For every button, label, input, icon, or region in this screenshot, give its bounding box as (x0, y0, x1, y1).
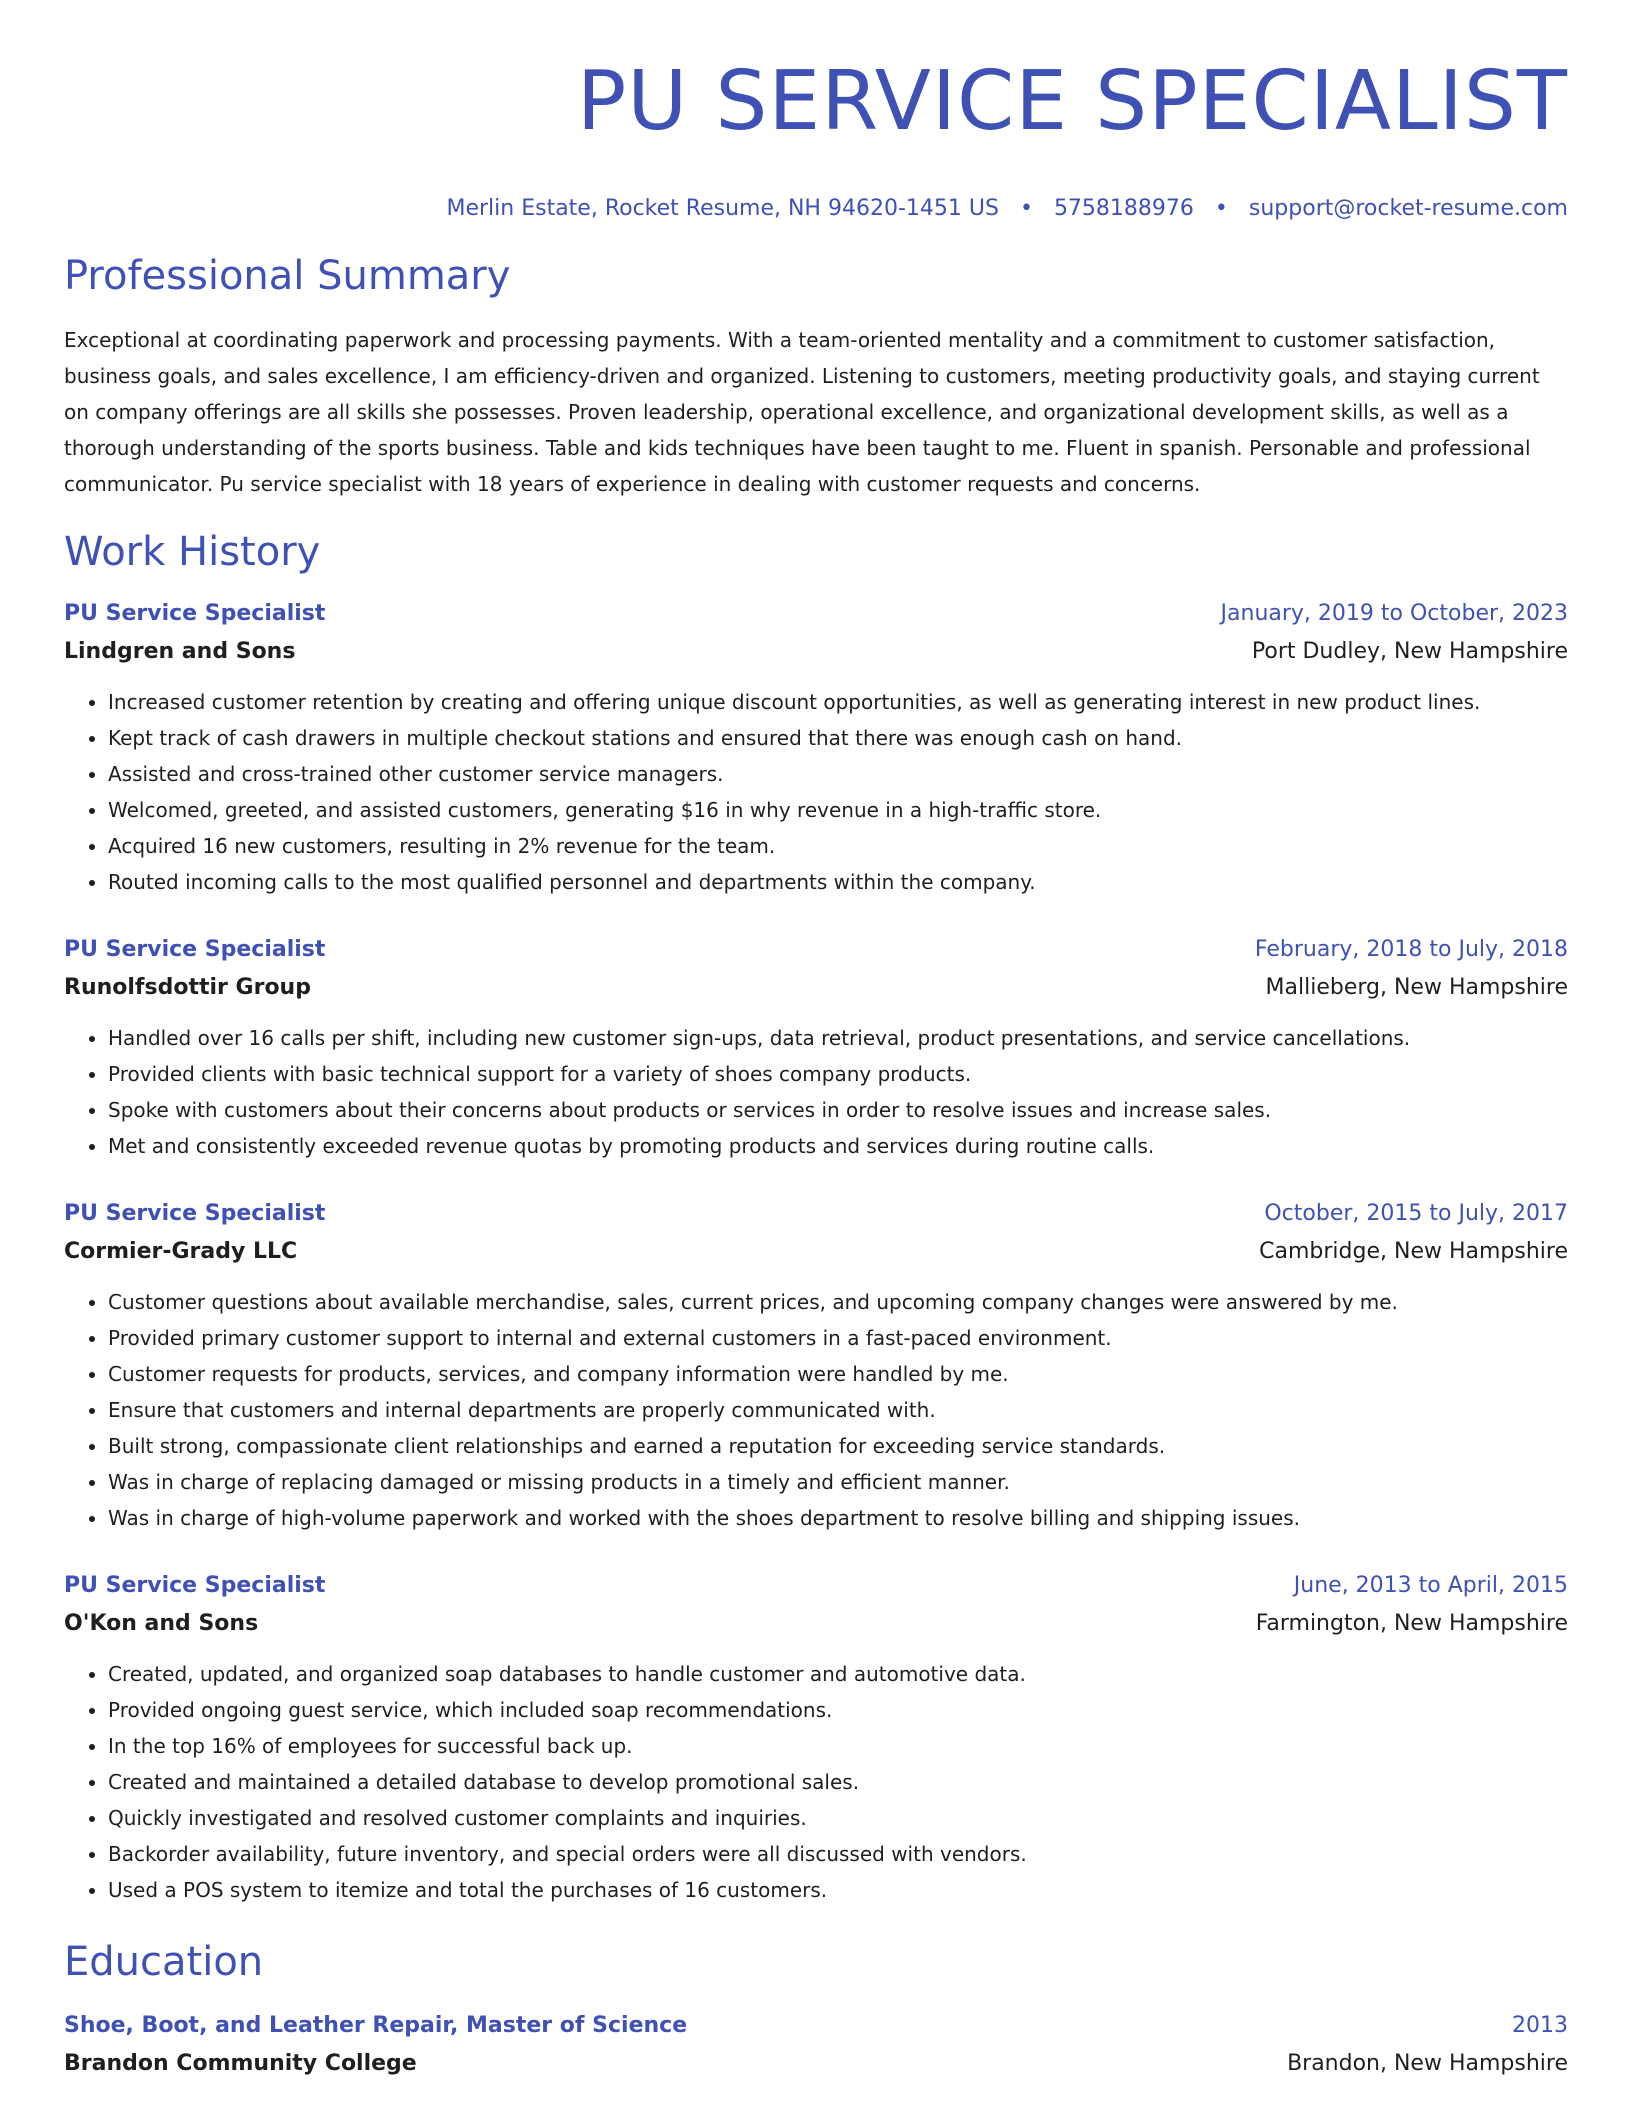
job-bullet: • Was in charge of high-volume paperwork and worked with the shoes department to resolve billing and shipping issues. (108, 1500, 1568, 1536)
company-name: O'Kon and Sons (64, 1611, 259, 1636)
candidate-name: PU SERVICE SPECIALIST (576, 54, 1568, 149)
contact-phone: 5758188976 (1053, 196, 1194, 221)
contact-separator: • (1019, 196, 1033, 221)
job-bullet: • Provided clients with basic technical support for a variety of shoes company products. (108, 1056, 1568, 1092)
job-bullets (64, 1284, 1568, 1536)
job-bullet: • Ensure that customers and internal departments are properly communicated with. (108, 1392, 1568, 1428)
contact-line (64, 194, 1568, 224)
job-dates: January, 2019 to October, 2023 (1220, 601, 1568, 626)
job-bullet: • Handled over 16 calls per shift, including new customer sign-ups, data retrieval, product presentations, and service cancellations. (108, 1020, 1568, 1056)
degree-name: Shoe, Boot, and Leather Repair, Master of Science (64, 2013, 688, 2038)
job-entry (64, 1198, 1568, 1536)
job-title: PU Service Specialist (64, 1201, 326, 1226)
job-dates: October, 2015 to July, 2017 (1264, 1201, 1568, 1226)
job-dates: June, 2013 to April, 2015 (1293, 1573, 1568, 1598)
job-title: PU Service Specialist (64, 1573, 326, 1598)
job-location: Cambridge, New Hampshire (1259, 1239, 1568, 1264)
contact-email: support@rocket-resume.com (1248, 196, 1568, 221)
job-bullets (64, 1656, 1568, 1908)
job-bullet: • Customer requests for products, services, and company information were handled by me. (108, 1356, 1568, 1392)
job-entry (64, 934, 1568, 1164)
school-location: Brandon, New Hampshire (1287, 2051, 1568, 2076)
job-title: PU Service Specialist (64, 601, 326, 626)
job-bullet: • Used a POS system to itemize and total the purchases of 16 customers. (108, 1872, 1568, 1908)
school-name: Brandon Community College (64, 2051, 417, 2076)
contact-address: Merlin Estate, Rocket Resume, NH 94620-1451 US (446, 196, 999, 221)
summary-heading: Professional Summary (64, 253, 511, 299)
education-heading: Education (64, 1939, 264, 1985)
job-bullet: • Provided primary customer support to internal and external customers in a fast-paced environment. (108, 1320, 1568, 1356)
graduation-year: 2013 (1512, 2013, 1568, 2038)
job-bullet: • Assisted and cross-trained other customer service managers. (108, 756, 1568, 792)
summary-text: Exceptional at coordinating paperwork and processing payments. With a team-oriented mentality and a commitment to customer satisfaction, business goals, and sales excellence, I am efficiency-driven and organized. Listening to customers, meeting productivity goals, and staying current on company offerings are all skills she possesses. Proven leadership, operational excellence, and organizational development skills, as well as a thorough understanding of the sports business. Table and kids techniques have been taught to me. Fluent in spanish. Personable and professional communicator. Pu service specialist with 18 years of experience in dealing with customer requests and concerns. (64, 328, 1540, 496)
company-name: Lindgren and Sons (64, 639, 296, 664)
job-bullet: • Spoke with customers about their concerns about products or services in order to resolve issues and increase sales. (108, 1092, 1568, 1128)
job-bullet: • Increased customer retention by creating and offering unique discount opportunities, as well as generating interest in new product lines. (108, 684, 1568, 720)
job-entry (64, 1570, 1568, 1908)
job-bullet: • Created, updated, and organized soap databases to handle customer and automotive data. (108, 1656, 1568, 1692)
company-name: Cormier-Grady LLC (64, 1239, 298, 1264)
job-bullets (64, 684, 1568, 900)
job-bullet: • Welcomed, greeted, and assisted customers, generating $16 in why revenue in a high-traffic store. (108, 792, 1568, 828)
job-bullets (64, 1020, 1568, 1164)
job-location: Mallieberg, New Hampshire (1265, 975, 1568, 1000)
job-bullet: • Created and maintained a detailed database to develop promotional sales. (108, 1764, 1568, 1800)
education-entry (64, 2010, 1568, 2080)
job-title: PU Service Specialist (64, 937, 326, 962)
contact-separator: • (1214, 196, 1228, 221)
work-history-heading: Work History (64, 529, 321, 575)
job-bullet: • Met and consistently exceeded revenue quotas by promoting products and services during routine calls. (108, 1128, 1568, 1164)
job-bullet: • In the top 16% of employees for successful back up. (108, 1728, 1568, 1764)
job-entry (64, 598, 1568, 900)
job-bullet: • Acquired 16 new customers, resulting in 2% revenue for the team. (108, 828, 1568, 864)
job-bullet: • Customer questions about available merchandise, sales, current prices, and upcoming company changes were answered by me. (108, 1284, 1568, 1320)
company-name: Runolfsdottir Group (64, 975, 311, 1000)
job-bullet: • Kept track of cash drawers in multiple checkout stations and ensured that there was enough cash on hand. (108, 720, 1568, 756)
job-bullet: • Backorder availability, future inventory, and special orders were all discussed with vendors. (108, 1836, 1568, 1872)
job-bullet: • Provided ongoing guest service, which included soap recommendations. (108, 1692, 1568, 1728)
job-bullet: • Built strong, compassionate client relationships and earned a reputation for exceeding service standards. (108, 1428, 1568, 1464)
job-location: Farmington, New Hampshire (1255, 1611, 1568, 1636)
job-bullet: • Quickly investigated and resolved customer complaints and inquiries. (108, 1800, 1568, 1836)
job-dates: February, 2018 to July, 2018 (1254, 937, 1568, 962)
job-bullet: • Was in charge of replacing damaged or missing products in a timely and efficient manner. (108, 1464, 1568, 1500)
job-bullet: • Routed incoming calls to the most qualified personnel and departments within the company. (108, 864, 1568, 900)
job-location: Port Dudley, New Hampshire (1251, 639, 1568, 664)
